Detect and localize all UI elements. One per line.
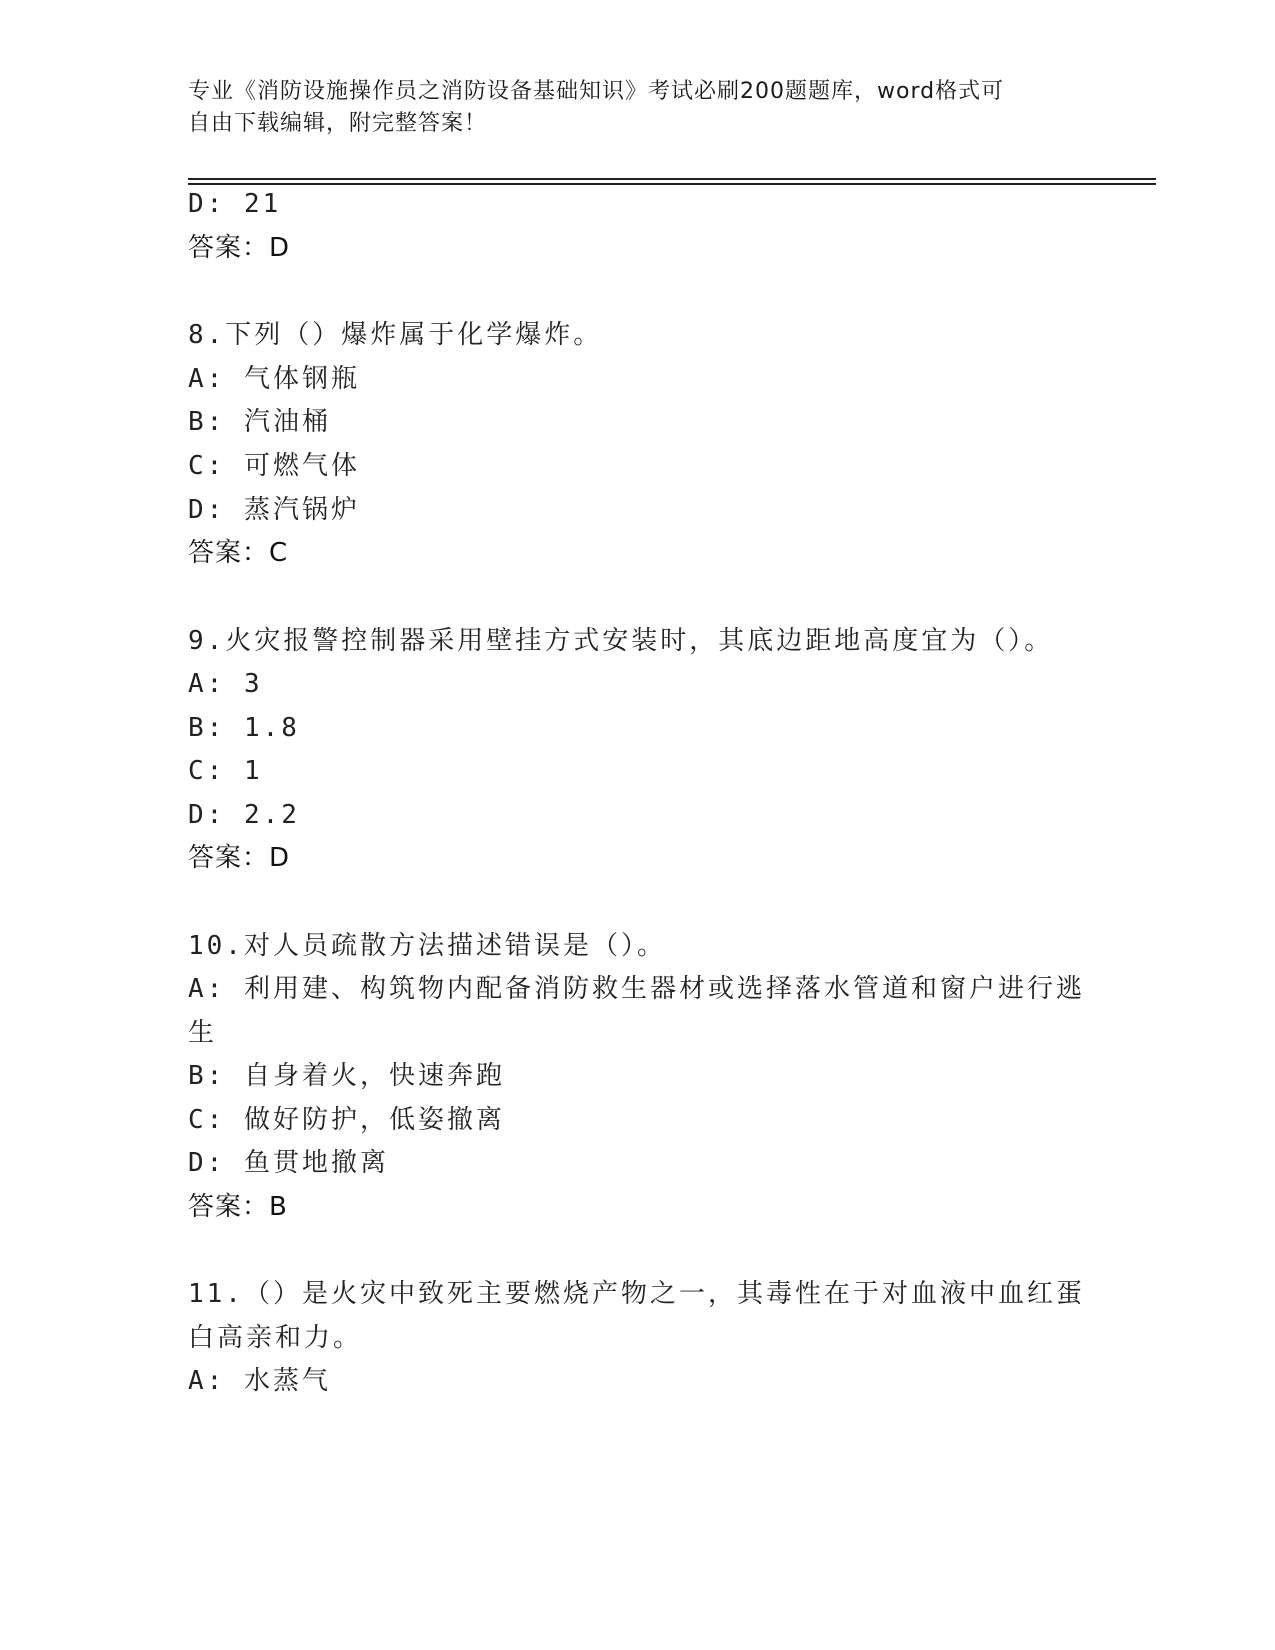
q11-question-continued: 白高亲和力。: [188, 1323, 363, 1353]
q10-option-d: D: 鱼贯地撤离: [188, 1148, 389, 1178]
q9-option-b: B: 1.8: [188, 713, 300, 743]
q7-option-d: D: 21: [188, 189, 282, 219]
q10-question: 10.对人员疏散方法描述错误是（）。: [188, 931, 666, 961]
header-divider-bottom: [188, 183, 1156, 185]
q10-option-a-continued: 生: [188, 1018, 218, 1048]
q9-answer: 答案：D: [188, 843, 291, 873]
header-title-line-1: 专业《消防设施操作员之消防设备基础知识》考试必刷200题题库，word格式可: [188, 79, 1005, 104]
q8-answer: 答案：C: [188, 538, 289, 568]
q9-question: 9.火灾报警控制器采用壁挂方式安装时，其底边距地高度宜为（）。: [188, 626, 1054, 656]
q9-option-a: A: 3: [188, 669, 263, 699]
q10-answer: 答案：B: [188, 1192, 288, 1222]
q10-option-b: B: 自身着火，快速奔跑: [188, 1061, 505, 1091]
q11-option-a: A: 水蒸气: [188, 1366, 331, 1396]
header-title-line-2: 自由下载编辑，附完整答案！: [188, 111, 488, 136]
q8-option-b: B: 汽油桶: [188, 407, 331, 437]
document-header: [188, 76, 1088, 140]
q10-option-c: C: 做好防护，低姿撤离: [188, 1105, 505, 1135]
q8-question: 8.下列（）爆炸属于化学爆炸。: [188, 320, 603, 350]
q11-question: 11.（）是火灾中致死主要燃烧产物之一，其毒性在于对血液中血红蛋: [188, 1279, 1085, 1309]
q10-option-a: A: 利用建、构筑物内配备消防救生器材或选择落水管道和窗户进行逃: [188, 974, 1085, 1004]
q9-option-c: C: 1: [188, 756, 263, 786]
q8-option-d: D: 蒸汽锅炉: [188, 495, 360, 525]
q8-option-a: A: 气体钢瓶: [188, 364, 360, 394]
q8-option-c: C: 可燃气体: [188, 451, 360, 481]
q9-option-d: D: 2.2: [188, 800, 300, 830]
q7-answer: 答案：D: [188, 233, 291, 263]
header-divider-top: [188, 178, 1156, 180]
